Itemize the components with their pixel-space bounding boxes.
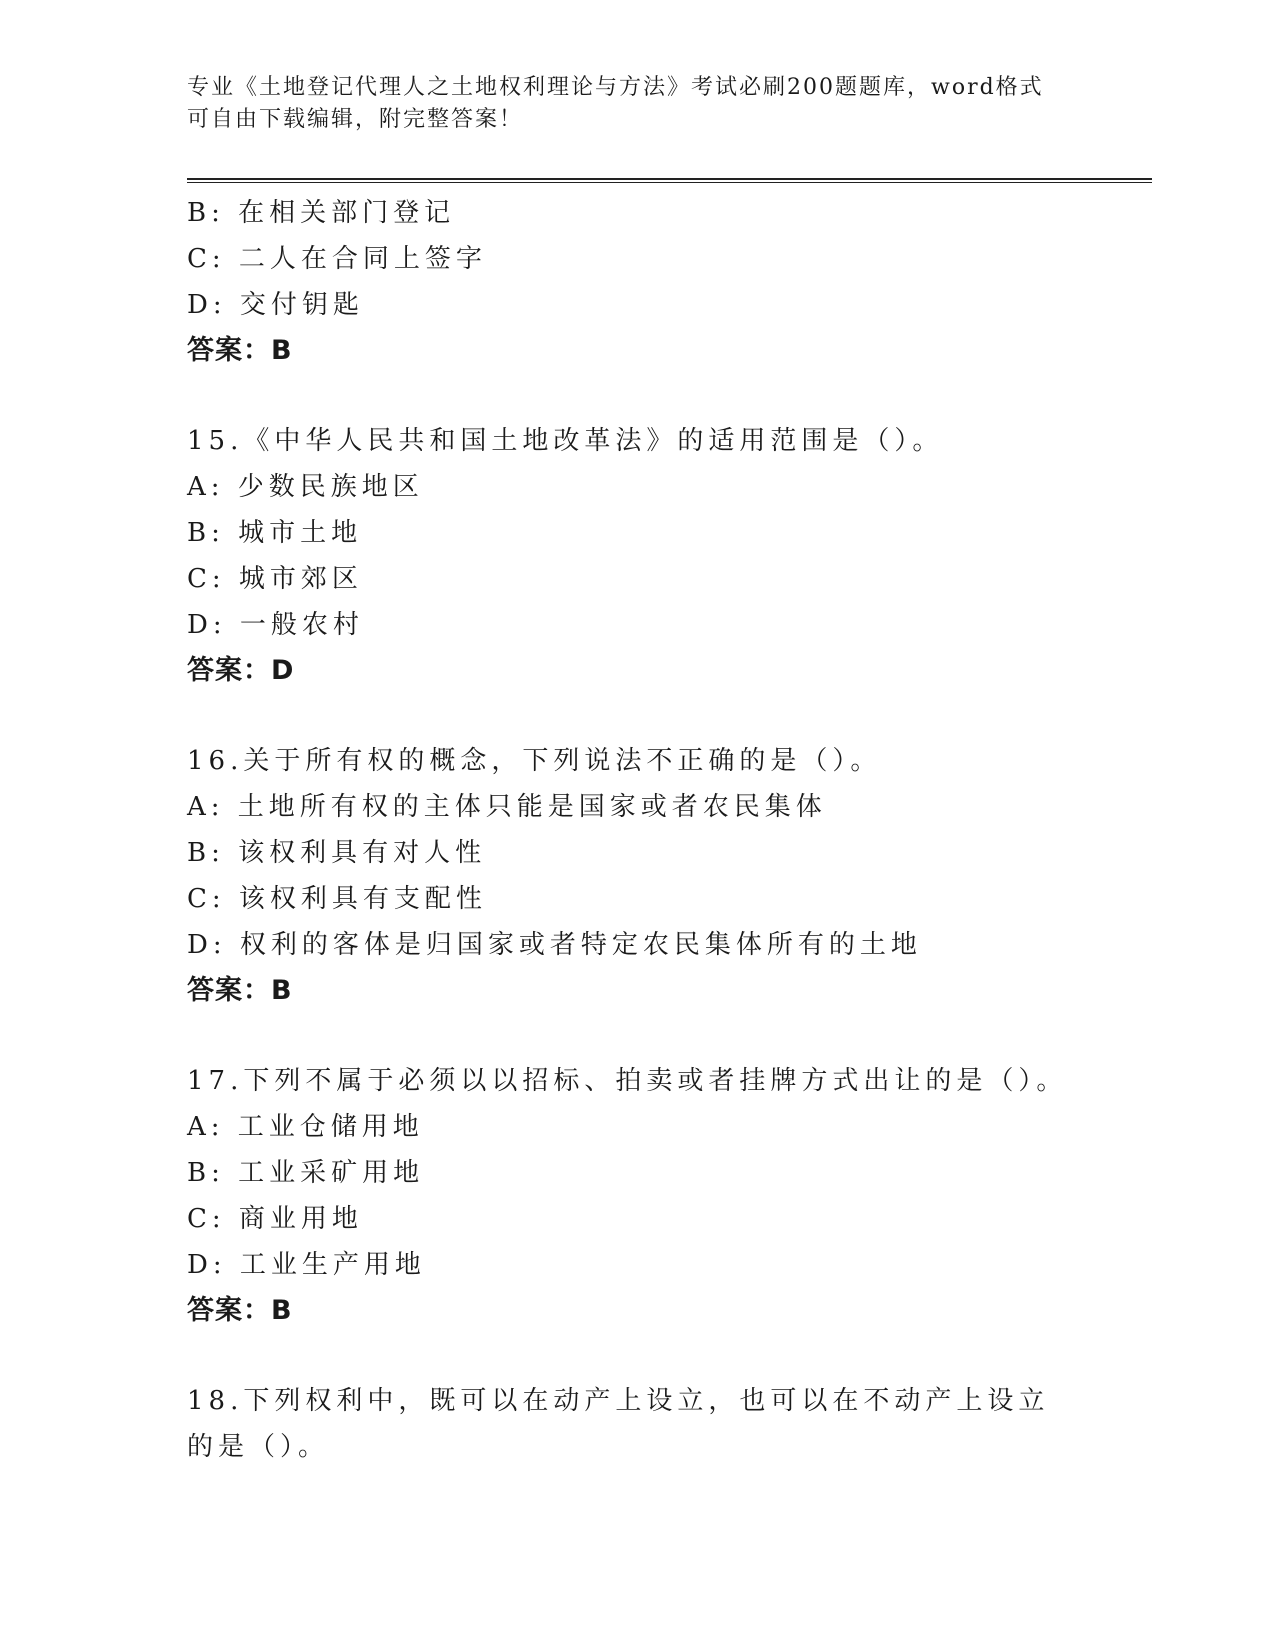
option-d: D: 权利的客体是归国家或者特定农民集体所有的土地 <box>187 930 922 960</box>
option-b: B: 城市土地 <box>187 518 363 548</box>
option-a: A: 少数民族地区 <box>187 472 424 502</box>
answer-line: 答案：B <box>187 1295 293 1326</box>
question-15 <box>187 418 1087 694</box>
question-text: 17.下列不属于必须以以招标、拍卖或者挂牌方式出让的是（）。 <box>187 1066 1068 1096</box>
option-c: C: 该权利具有支配性 <box>187 884 487 914</box>
header-line-2: 可自由下载编辑，附完整答案！ <box>187 107 524 132</box>
option-d: D: 工业生产用地 <box>187 1250 426 1280</box>
header-divider <box>187 178 1152 183</box>
option-b: B: 该权利具有对人性 <box>187 838 487 868</box>
question-18 <box>187 1378 1087 1470</box>
option-c: C: 商业用地 <box>187 1204 363 1234</box>
question-16 <box>187 738 1087 1014</box>
answer-line: 答案：D <box>187 655 295 686</box>
document-header <box>187 72 1067 136</box>
question-17 <box>187 1058 1087 1334</box>
question-content <box>187 190 1087 1470</box>
carryover-block <box>187 190 1087 374</box>
answer-line: 答案：B <box>187 335 293 366</box>
option-a: A: 工业仓储用地 <box>187 1112 424 1142</box>
option-a: A: 土地所有权的主体只能是国家或者农民集体 <box>187 792 827 822</box>
question-text: 18.下列权利中，既可以在动产上设立，也可以在不动产上设立的是（）。 <box>187 1386 1050 1462</box>
header-line-1: 专业《土地登记代理人之土地权利理论与方法》考试必刷200题题库，word格式 <box>187 75 1044 100</box>
question-text: 15.《中华人民共和国土地改革法》的适用范围是（）。 <box>187 426 944 456</box>
answer-line: 答案：B <box>187 975 293 1006</box>
option-b: B: 在相关部门登记 <box>187 198 456 228</box>
option-d: D: 一般农村 <box>187 610 364 640</box>
option-d: D: 交付钥匙 <box>187 290 364 320</box>
question-text: 16.关于所有权的概念，下列说法不正确的是（）。 <box>187 746 882 776</box>
option-b: B: 工业采矿用地 <box>187 1158 425 1188</box>
option-c: C: 城市郊区 <box>187 564 363 594</box>
option-c: C: 二人在合同上签字 <box>187 244 487 274</box>
